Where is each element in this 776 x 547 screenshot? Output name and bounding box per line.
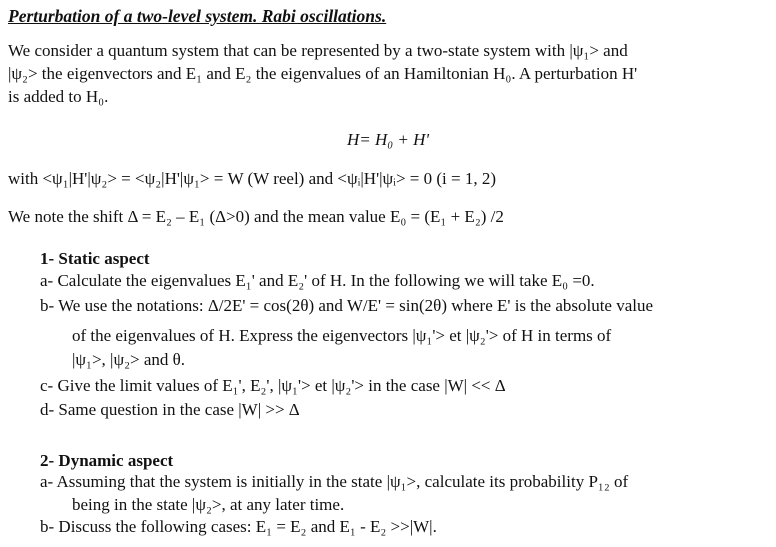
matrix-elements-line: with <ψ₁|H'|ψ₂> = <ψ₂|H'|ψ₁> = W (W reel) and <ψᵢ|H'|ψᵢ> = 0 (i = 1, 2) (8, 169, 497, 188)
section-2-item-a-line-1: a- Assuming that the system is initially in the state |ψ₁>, calculate its probability P₁₂ of (40, 472, 629, 491)
intro-line-3: is added to H₀. (8, 87, 109, 106)
section-1-item-c: c- Give the limit values of E₁', E₂', |ψ₁'> et |ψ₂'> in the case |W| << Δ (40, 376, 506, 395)
section-2-item-a-line-2: being in the state |ψ₂>, at any later time. (72, 495, 345, 514)
section-1-item-d: d- Same question in the case |W| >> Δ (40, 400, 300, 419)
section-1-item-b-line-2: of the eigenvalues of H. Express the eigenvectors |ψ₁'> et |ψ₂'> of H in terms of (72, 326, 612, 345)
section-1-item-b-line-3: |ψ₁>, |ψ₂> and θ. (72, 350, 186, 369)
section-1-item-b-line-1: b- We use the notations: Δ/2E' = cos(2θ) and W/E' = sin(2θ) where E' is the absolute value (40, 296, 654, 315)
section-2-item-b: b- Discuss the following cases: E₁ = E₂ and E₁ - E₂ >>|W|. (40, 517, 437, 536)
intro-line-2: |ψ₂> the eigenvectors and E₁ and E₂ the eigenvalues of an Hamiltonian H₀. A perturbation H' (8, 64, 638, 83)
section-1-item-a: a- Calculate the eigenvalues E₁' and E₂' of H. In the following we will take E₀ =0. (40, 271, 595, 290)
section-1-heading: 1- Static aspect (40, 249, 150, 268)
intro-line-1: We consider a quantum system that can be represented by a two-state system with |ψ₁> and (8, 41, 628, 60)
document-title: Perturbation of a two-level system. Rabi oscillations. (8, 6, 387, 26)
section-2-heading: 2- Dynamic aspect (40, 451, 174, 470)
shift-definition-line: We note the shift Δ = E₂ – E₁ (Δ>0) and the mean value E₀ = (E₁ + E₂) /2 (8, 207, 504, 226)
hamiltonian-equation: H= H₀ + H' (346, 130, 430, 149)
